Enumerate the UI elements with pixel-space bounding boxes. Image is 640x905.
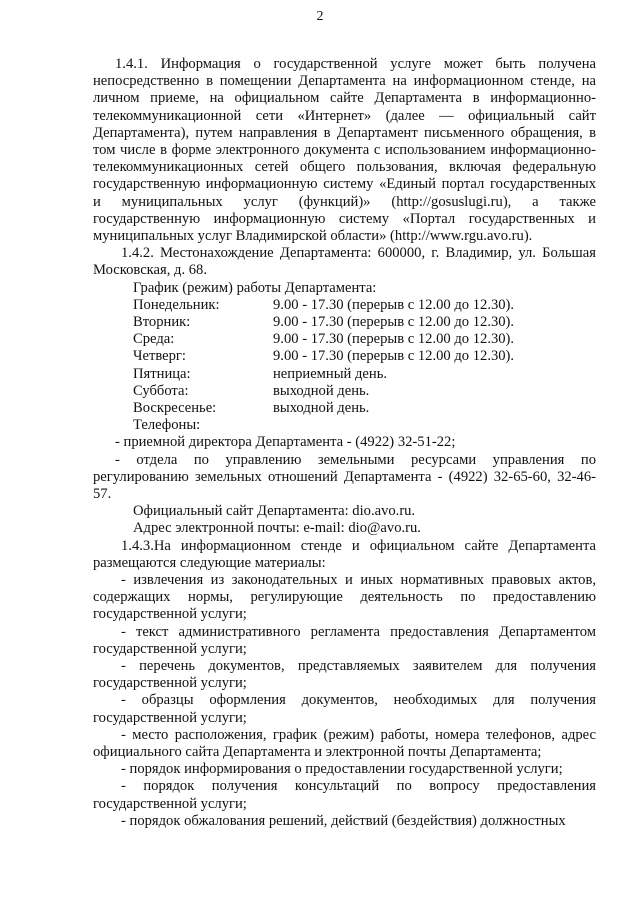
schedule-time: 9.00 - 17.30 (перерыв с 12.00 до 12.30). xyxy=(273,348,515,365)
schedule-day: Вторник: xyxy=(133,314,191,331)
schedule-row xyxy=(133,314,596,331)
schedule-day: Суббота: xyxy=(133,382,189,399)
page-number: 2 xyxy=(316,9,324,24)
schedule-row xyxy=(133,331,596,348)
phones-title: Телефоны: xyxy=(133,417,201,434)
phone-reception: - приемной директора Департамента - (4922) 32-51-22; xyxy=(115,434,456,451)
official-website: Официальный сайт Департамента: dio.avo.ru. xyxy=(133,503,416,520)
gosuslugi-link[interactable]: http://gosuslugi.ru xyxy=(396,193,503,210)
schedule-day: Воскресенье: xyxy=(133,399,217,416)
schedule-time: неприемный день. xyxy=(273,365,388,382)
paragraph-1-4-1-tail: ), а также государственную информационную систему «Портал государственных и муниципальных услуг Владимирской области» (http://www.rgu.avo.ru). xyxy=(93,193,596,245)
schedule-day: Среда: xyxy=(133,331,175,348)
phone-land-department: - отдела по управлению земельными ресурсами управления по регулированию земельных отношений Департамента - (4922) 32-65-60, 32-46-57. xyxy=(93,451,596,502)
schedule-time: 9.00 - 17.30 (перерыв с 12.00 до 12.30). xyxy=(273,296,515,313)
schedule-row xyxy=(133,383,596,400)
schedule-row xyxy=(133,348,596,365)
paragraph-1-4-3: 1.4.3.На информационном стенде и официальном сайте Департамента размещаются следующие материалы: xyxy=(93,537,596,571)
schedule-time: 9.00 - 17.30 (перерыв с 12.00 до 12.30). xyxy=(273,331,515,348)
list-item: - порядок информирования о предоставлении государственной услуги; xyxy=(121,761,563,778)
email-address: Адрес электронной почты: e-mail: dio@avo.ru. xyxy=(133,520,421,537)
schedule-row xyxy=(133,297,596,314)
schedule-time: выходной день. xyxy=(273,399,370,416)
schedule-day: Четверг: xyxy=(133,348,186,365)
list-item: - порядок получения консультаций по вопросу предоставления государственной услуги; xyxy=(93,778,596,812)
list-item: - место расположения, график (режим) работы, номера телефонов, адрес официального сайта Департамента и электронной почты Департамента; xyxy=(93,726,596,761)
schedule-time: 9.00 - 17.30 (перерыв с 12.00 до 12.30). xyxy=(273,314,515,331)
schedule-day: Пятница: xyxy=(133,365,191,382)
schedule-time: выходной день. xyxy=(273,382,370,399)
list-item: - текст административного регламента предоставления Департаментом государственной услуги; xyxy=(93,623,596,657)
paragraph-1-4-1-text: 1.4.1. Информация о государственной услуге может быть получена непосредственно в помещении Департамента на информационном стенде, на личном приеме, на официальном сайте Департамента в информационно-телекоммуникационной сети «Интернет» (далее — официальный сайт Департамента), путем направления в Департамент письменного обращения, в том числе в форме электронного документа с использованием информационно-телекоммуникационных сетей общего пользования, включая федеральную государственную информационную систему «Единый портал государственных и муниципальных услуг (функций)» ( xyxy=(93,56,596,210)
paragraph-1-4-1 xyxy=(93,56,596,245)
list-item: - перечень документов, представляемых заявителем для получения государственной услуги; xyxy=(93,658,596,692)
schedule-title: График (режим) работы Департамента: xyxy=(133,279,377,296)
document-body xyxy=(93,56,596,830)
schedule-row xyxy=(133,400,596,417)
list-item: - извлечения из законодательных и иных нормативных правовых актов, содержащих нормы, регулирующие деятельность по предоставлению государственной услуги; xyxy=(93,571,596,623)
list-item: - порядок обжалования решений, действий (бездействия) должностных xyxy=(121,812,566,829)
list-item: - образцы оформления документов, необходимых для получения государственной услуги; xyxy=(93,692,596,726)
schedule-day: Понедельник: xyxy=(133,296,220,313)
schedule-row xyxy=(133,366,596,383)
paragraph-1-4-2: 1.4.2. Местонахождение Департамента: 600000, г. Владимир, ул. Большая Московская, д. 68. xyxy=(93,245,596,279)
